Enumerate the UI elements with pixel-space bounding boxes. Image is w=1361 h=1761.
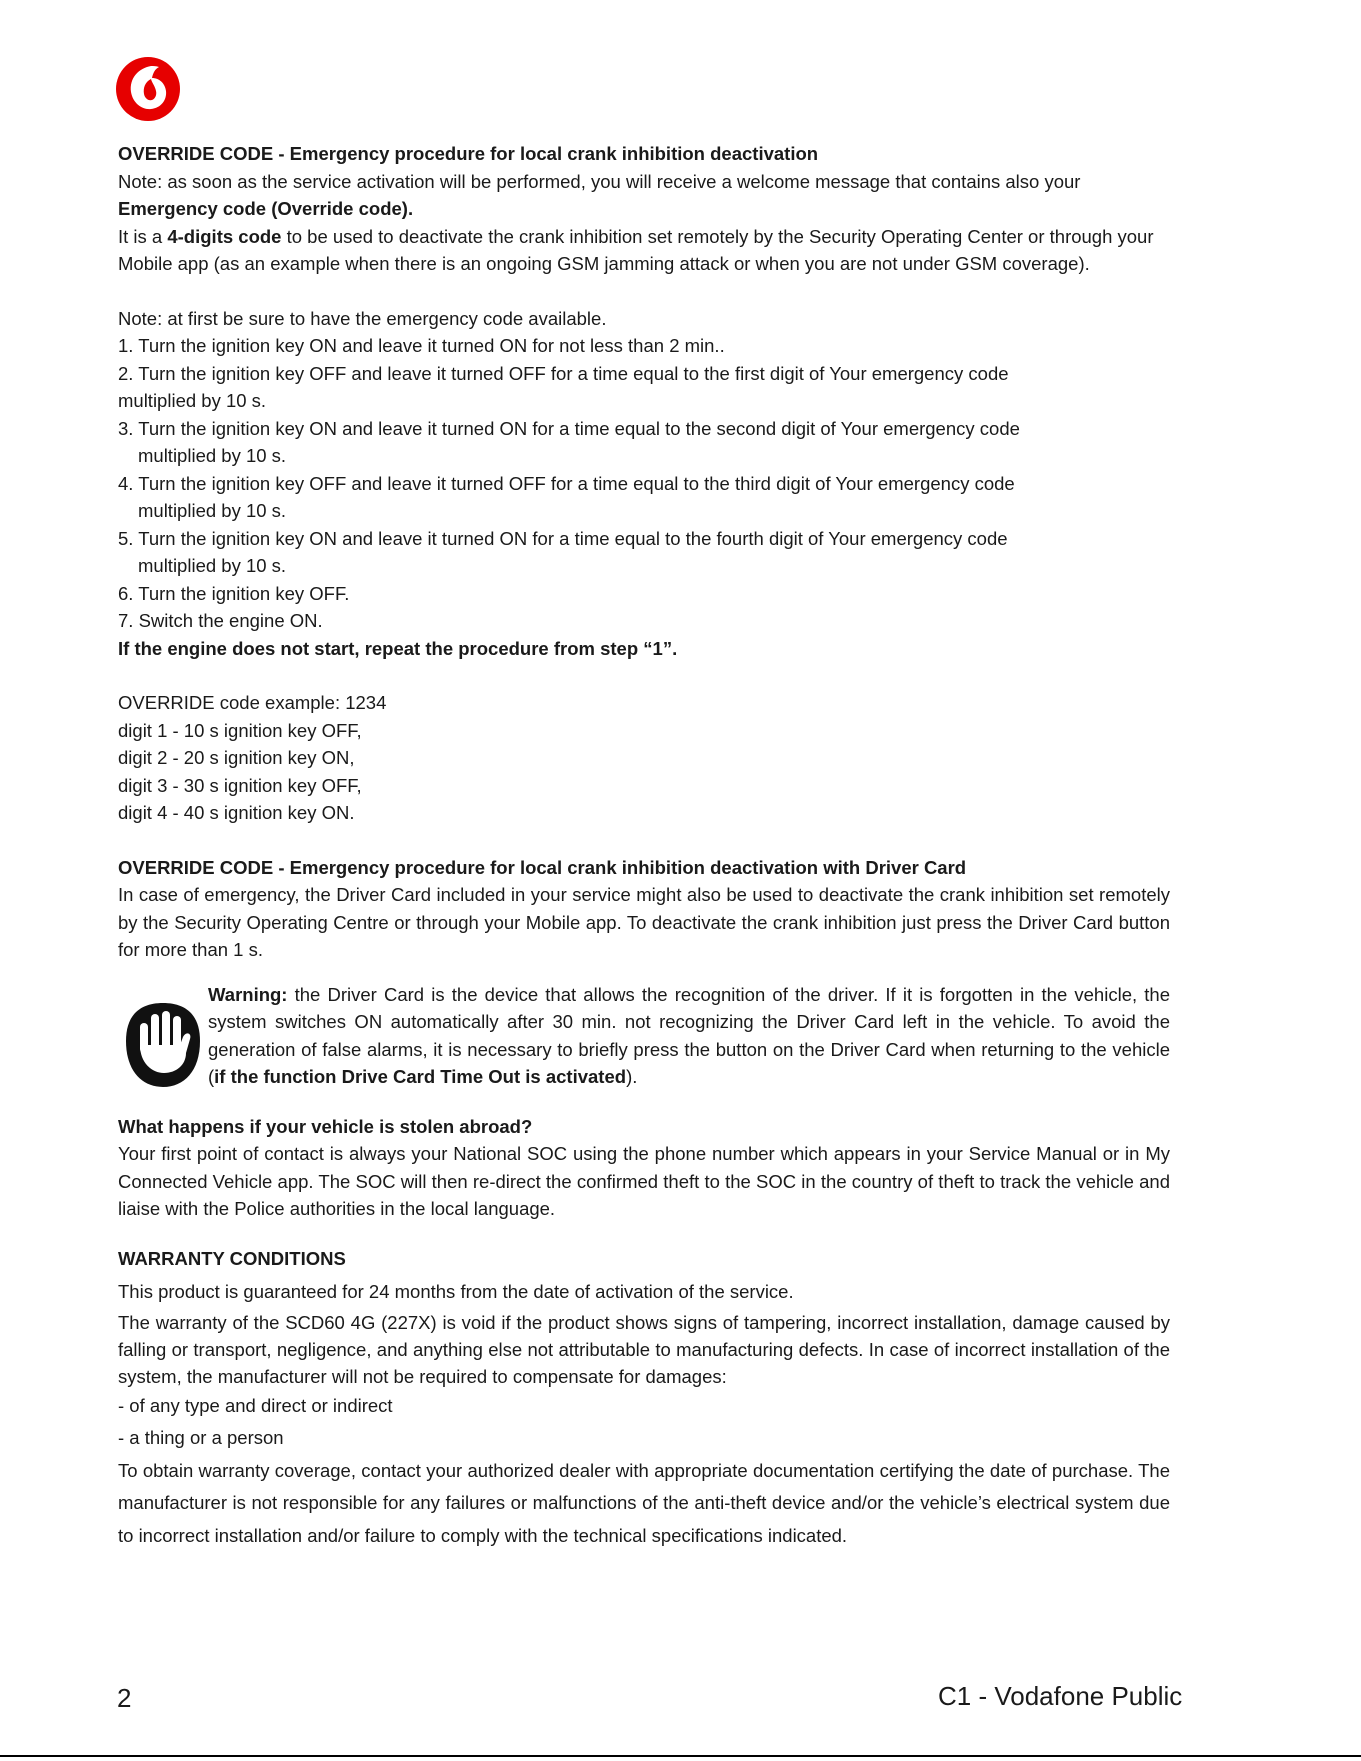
stop-hand-icon — [124, 1001, 202, 1089]
step-3-cont: multiplied by 10 s. — [138, 445, 287, 466]
example-title: OVERRIDE code example: 1234 — [118, 692, 387, 713]
note1-line: Note: as soon as the service activation will be performed, you will receive a welcome message that contains also your — [118, 170, 1081, 192]
warning-box — [118, 981, 1170, 1091]
step-2: 2. Turn the ignition key OFF and leave it turned OFF for a time equal to the first digit of Your emergency code — [118, 362, 1009, 384]
section4-title: WARRANTY CONDITIONS — [118, 1247, 346, 1269]
intro-paragraph: It is a 4-digits code to be used to deactivate the crank inhibition set remotely by the Security Operating Center or through your Mobile app (as an example when there is an ongoing GSM jamming attack or when you are not under GSM coverage). — [118, 225, 1154, 274]
warranty-bullet-1: - of any type and direct or indirect — [118, 1394, 393, 1416]
section2-body: In case of emergency, the Driver Card included in your service might also be used to deactivate the crank inhibition set remotely by the Security Operating Centre or through your Mobile app. To deactivate the crank inhibition just press the Driver Card button for more than 1 s. — [118, 884, 1170, 960]
classification-label: C1 - Vodafone Public — [938, 1681, 1183, 1711]
vodafone-logo-icon — [115, 56, 181, 122]
section1-title: OVERRIDE CODE - Emergency procedure for local crank inhibition deactivation — [118, 143, 819, 164]
step-1: 1. Turn the ignition key ON and leave it turned ON for not less than 2 min.. — [118, 335, 725, 356]
document-body — [118, 140, 1170, 1552]
emergency-code-label: Emergency code (Override code). — [118, 198, 414, 219]
repeat-instruction: If the engine does not start, repeat the procedure from step “1”. — [118, 637, 678, 659]
warranty-p3: To obtain warranty coverage, contact your authorized dealer with appropriate documentation certifying the date of purchase. The manufacturer is not responsible for any failures or malfunctions of the anti-theft device and/or the vehicle’s electrical system due to incorrect installation and/or failure to comply with the technical specifications indicated. — [118, 1459, 1170, 1546]
warning-text: Warning: the Driver Card is the device that allows the recognition of the driver. If it is forgotten in the vehicle, the system switches ON automatically after 30 min. not recognizing the Driver Card left in the vehicle. To avoid the generation of false alarms, it is necessary to briefly press the button on the Driver Card when returning to the vehicle (if the function Drive Card Time Out is activated). — [208, 983, 1170, 1087]
bottom-rule — [0, 1755, 1361, 1757]
warranty-bullet-2: - a thing or a person — [118, 1427, 284, 1448]
warning-bold: if the function Drive Card Time Out is activated — [214, 1066, 627, 1087]
example-digit-2: digit 2 - 20 s ignition key ON, — [118, 747, 355, 768]
step-7: 7. Switch the engine ON. — [118, 610, 323, 631]
step-4: 4. Turn the ignition key OFF and leave it turned OFF for a time equal to the third digit of Your emergency code — [118, 472, 1015, 494]
warning-label: Warning: — [208, 983, 288, 1005]
step-5: 5. Turn the ignition key ON and leave it turned ON for a time equal to the fourth digit of Your emergency code — [118, 527, 1008, 549]
page-number: 2 — [117, 1683, 132, 1713]
example-digit-4: digit 4 - 40 s ignition key ON. — [118, 802, 355, 823]
step-3: 3. Turn the ignition key ON and leave it turned ON for a time equal to the second digit of Your emergency code — [118, 417, 1020, 439]
step-4-cont: multiplied by 10 s. — [138, 500, 287, 521]
step-5-cont: multiplied by 10 s. — [138, 555, 287, 576]
four-digits-code: 4-digits code — [167, 225, 282, 247]
warranty-p2: The warranty of the SCD60 4G (227X) is void if the product shows signs of tampering, incorrect installation, damage caused by falling or transport, negligence, and anything else not attributable to manufacturing defects. In case of incorrect installation of the system, the manufacturer will not be required to compensate for damages: — [118, 1311, 1170, 1387]
step-6: 6. Turn the ignition key OFF. — [118, 582, 350, 604]
example-digit-3: digit 3 - 30 s ignition key OFF, — [118, 774, 362, 796]
section3-body: Your first point of contact is always your National SOC using the phone number which appears in your Service Manual or in My Connected Vehicle app. The SOC will then re-direct the confirmed theft to the SOC in the country of theft to track the vehicle and liaise with the Police authorities in the local language. — [118, 1143, 1170, 1219]
step-2-cont: multiplied by 10 s. — [118, 390, 267, 411]
section2-title: OVERRIDE CODE - Emergency procedure for local crank inhibition deactivation with Driver Card — [118, 856, 967, 878]
note2: Note: at first be sure to have the emergency code available. — [118, 307, 607, 329]
section3-title: What happens if your vehicle is stolen abroad? — [118, 1115, 533, 1137]
warranty-p1: This product is guaranteed for 24 months from the date of activation of the service. — [118, 1281, 794, 1302]
example-digit-1: digit 1 - 10 s ignition key OFF, — [118, 719, 362, 741]
